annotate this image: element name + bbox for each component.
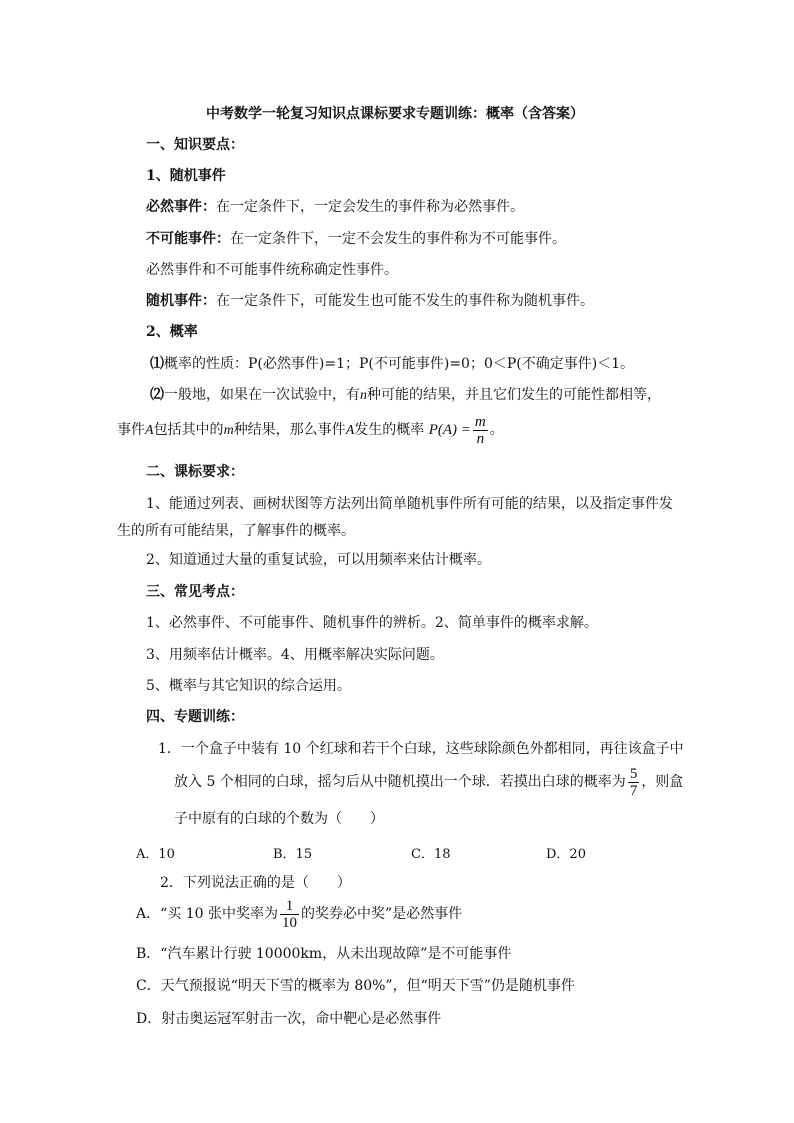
fraction-denominator: 7 — [629, 782, 638, 799]
probability-property — [150, 354, 634, 374]
exam-point-line2: 3、用频率估计概率。4、用概率解决实际问题。 — [146, 647, 444, 663]
text-part: 发生的概率 — [354, 422, 425, 438]
exam-point-line1: 1、必然事件、不可能事件、随机事件的辨析。2、简单事件的概率求解。 — [146, 615, 598, 631]
term-label: 必然事件： — [146, 199, 216, 215]
fraction-denominator: 10 — [281, 914, 297, 931]
q2-choice-a — [136, 896, 462, 932]
text-part: ，则盒 — [641, 774, 684, 790]
variable-A: A — [145, 423, 154, 438]
q1-choice-d: D．20 — [546, 847, 586, 862]
classical-probability-line2 — [117, 412, 504, 449]
section-heading-knowledge: 一、知识要点： — [146, 137, 244, 153]
text-part: 种可能的结果，并且它们发生的可能性都相等， — [367, 387, 661, 403]
question-1-line1: 1．一个盒子中装有 10 个红球和若干个白球，这些球除颜色外都相同，再往该盒子中 — [158, 741, 684, 757]
q2-choice-d: D．射击奥运冠军射击一次，命中靶心是必然事件 — [136, 1011, 442, 1027]
section-heading-exam-points: 三、常见考点： — [146, 584, 244, 600]
definition-text: 在一定条件下，可能发生也可能不发生的事件称为随机事件。 — [216, 293, 594, 309]
fraction-denominator: n — [476, 430, 485, 447]
exam-point-line3: 5、概率与其它知识的综合运用。 — [146, 678, 351, 694]
fraction-m-over-n — [473, 414, 488, 447]
fraction-1-over-10 — [280, 898, 299, 931]
text-part: 事件 — [117, 422, 145, 438]
item-number: ⑵ — [150, 387, 164, 403]
q2-choice-c: C．天气预报说“明天下雪的概率为 80%”，但“明天下雪”仍是随机事件 — [136, 978, 575, 994]
q1-choice-c: C．18 — [411, 847, 451, 862]
definite-event-note: 必然事件和不可能事件统称确定性事件。 — [146, 262, 398, 278]
text-part: 一般地，如果在一次试验中，有 — [164, 387, 360, 403]
document-title: 中考数学一轮复习知识点课标要求专题训练：概率（含答案） — [206, 106, 584, 122]
text-part: 。 — [489, 422, 504, 438]
text-part: A．“买 10 张中奖率为 — [136, 906, 278, 922]
fraction-numerator: 5 — [629, 765, 638, 782]
definition-text: 在一定条件下，一定不会发生的事件称为不可能事件。 — [230, 231, 566, 247]
fraction-numerator: m — [474, 413, 486, 430]
q1-choice-a: A．10 — [136, 847, 175, 862]
subheading-probability: 2、概率 — [146, 324, 198, 340]
variable-A: A — [345, 423, 355, 438]
definition-text: 在一定条件下，一定会发生的事件称为必然事件。 — [216, 199, 524, 215]
term-label: 不可能事件： — [146, 231, 230, 247]
q1-choice-b: B．15 — [273, 847, 313, 862]
section-heading-practice: 四、专题训练： — [146, 709, 244, 725]
q2-choice-b: B．“汽车累计行驶 10000km，从未出现故障”是不可能事件 — [136, 946, 512, 962]
random-event-definition — [146, 291, 594, 311]
fraction-5-over-7 — [628, 766, 640, 799]
variable-m: m — [223, 423, 234, 438]
question-2-stem: 2．下列说法正确的是（ ） — [160, 875, 351, 891]
impossible-event-definition — [146, 229, 566, 249]
question-1-line2 — [174, 764, 683, 800]
term-label: 随机事件： — [146, 293, 216, 309]
formula-lhs: P(A) = — [428, 422, 471, 438]
requirement-1-line2: 生的所有可能结果，了解事件的概率。 — [117, 523, 355, 539]
text-part: 放入 5 个相同的白球，摇匀后从中随机摸出一个球．若摸出白球的概率为 — [174, 774, 626, 790]
text-part: 包括其中的 — [153, 422, 224, 438]
question-1-line3: 子中原有的白球的个数为（ ） — [174, 811, 384, 827]
subheading-random-events: 1、随机事件 — [146, 168, 226, 184]
text-part: 的奖券必中奖”是必然事件 — [300, 906, 463, 922]
classical-probability-line1 — [150, 385, 661, 406]
property-text: 概率的性质：P(必然事件)=1；P(不可能事件)=0；0＜P(不确定事件)＜1。 — [164, 356, 635, 372]
fraction-numerator: 1 — [280, 898, 299, 915]
variable-n: n — [360, 388, 367, 403]
requirement-2: 2、知道通过大量的重复试验，可以用频率来估计概率。 — [146, 552, 491, 568]
text-part: 种结果，那么事件 — [233, 422, 346, 438]
requirement-1-line1: 1、能通过列表、画树状图等方法列出简单随机事件所有可能的结果，以及指定事件发 — [146, 496, 673, 512]
section-heading-requirements: 二、课标要求： — [146, 464, 244, 480]
item-number: ⑴ — [150, 356, 164, 372]
certain-event-definition — [146, 197, 524, 217]
